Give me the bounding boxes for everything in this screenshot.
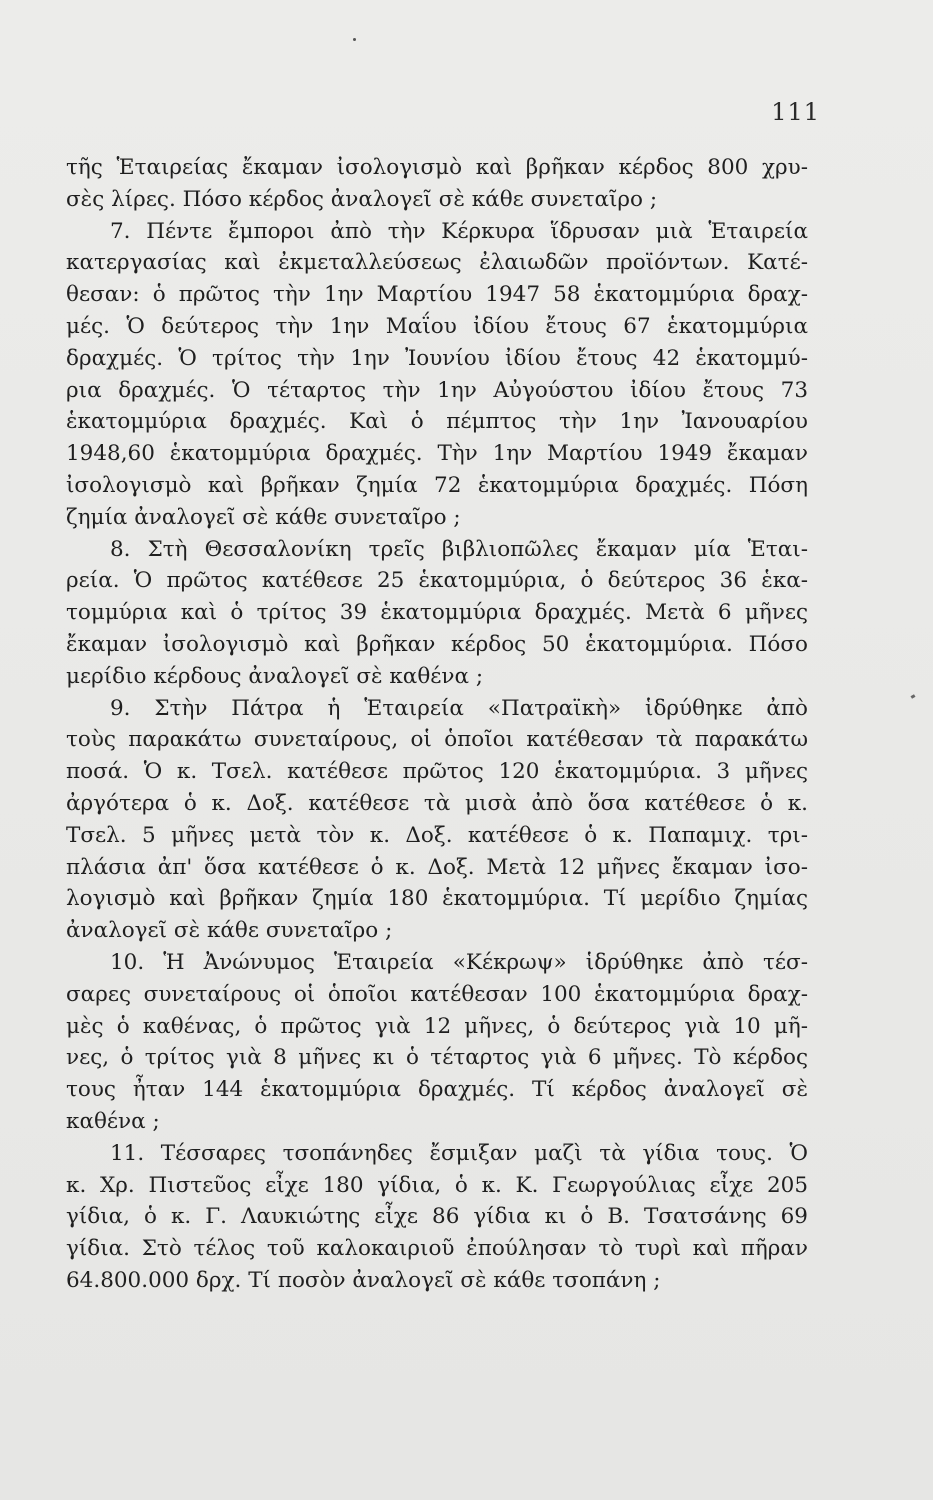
text-line: 64.800.000 δρχ. Τί ποσὸν ἀναλογεῖ σὲ κάθε τσοπάνη ; [66, 1267, 661, 1293]
text-line: 7. Πέντε ἔμποροι ἀπὸ τὴν Κέρκυρα ἵδρυσαν μιὰ Ἑταιρεία [110, 218, 808, 244]
text-line: τους ἦταν 144 ἑκατομμύρια δραχμές. Τί κέρδος ἀναλογεῖ σὲ [66, 1077, 808, 1103]
text-line: τομμύρια καὶ ὁ τρίτος 39 ἑκατομμύρια δραχμές. Μετὰ 6 μῆνες [66, 600, 808, 626]
text-line: δραχμές. Ὁ τρίτος τὴν 1ην Ἰουνίου ἰδίου ἔτους 42 ἑκατομμύ- [66, 345, 808, 371]
text-line: 9. Στὴν Πάτρα ἡ Ἑταιρεία «Πατραϊκὴ» ἱδρύθηκε ἀπὸ [110, 695, 808, 721]
text-line: πλάσια ἀπ' ὅσα κατέθεσε ὁ κ. Δοξ. Μετὰ 12 μῆνες ἔκαμαν ἰσο- [66, 854, 808, 880]
text-line: γίδια. Στὸ τέλος τοῦ καλοκαιριοῦ ἐπούλησαν τὸ τυρὶ καὶ πῆραν [66, 1236, 808, 1262]
text-line: τοὺς παρακάτω συνεταίρους, οἱ ὁποῖοι κατέθεσαν τὰ παρακάτω [66, 727, 808, 753]
text-line: ἰσολογισμὸ καὶ βρῆκαν ζημία 72 ἑκατομμύρια δραχμές. Πόση [66, 472, 808, 498]
text-line: ρεία. Ὁ πρῶτος κατέθεσε 25 ἑκατομμύρια, ὁ δεύτερος 36 ἑκα- [66, 568, 808, 594]
text-line: γίδια, ὁ κ. Γ. Λαυκιώτης εἶχε 86 γίδια κι ὁ Β. Τσατσάνης 69 [66, 1204, 808, 1230]
text-line: θεσαν: ὁ πρῶτος τὴν 1ην Μαρτίου 1947 58 ἑκατομμύρια δραχ- [66, 282, 808, 308]
text-line: λογισμὸ καὶ βρῆκαν ζημία 180 ἑκατομμύρια. Τί μερίδιο ζημίας [66, 886, 808, 912]
text-line: μές. Ὁ δεύτερος τὴν 1ην Μαΐου ἰδίου ἔτους 67 ἑκατομμύρια [66, 313, 808, 339]
margin-mark [911, 694, 916, 699]
text-line: μερίδιο κέρδους ἀναλογεῖ σὲ καθένα ; [66, 663, 484, 689]
text-line: ζημία ἀναλογεῖ σὲ κάθε συνεταῖρο ; [66, 504, 461, 530]
text-line: ἑκατομμύρια δραχμές. Καὶ ὁ πέμπτος τὴν 1ην Ἰανουαρίου [66, 409, 808, 435]
text-line: ποσά. Ὁ κ. Τσελ. κατέθεσε πρῶτος 120 ἑκατομμύρια. 3 μῆνες [66, 759, 808, 785]
text-line: τῆς Ἑταιρείας ἔκαμαν ἰσολογισμὸ καὶ βρῆκαν κέρδος 800 χρυ- [66, 155, 808, 180]
text-line: 11. Τέσσαρες τσοπάνηδες ἔσμιξαν μαζὶ τὰ γίδια τους. Ὁ [110, 1140, 808, 1166]
text-line: 1948,60 ἑκατομμύρια δραχμές. Τὴν 1ην Μαρτίου 1949 ἔκαμαν [66, 441, 808, 467]
text-line: 10. Ἡ Ἀνώνυμος Ἑταιρεία «Κέκρωψ» ἱδρύθηκε ἀπὸ τέσ- [110, 949, 808, 975]
body-text [66, 152, 808, 1297]
text-line: σαρες συνεταίρους οἱ ὁποῖοι κατέθεσαν 100 ἑκατομμύρια δραχ- [66, 981, 808, 1007]
text-line: κατεργασίας καὶ ἐκμεταλλεύσεως ἐλαιωδῶν προϊόντων. Κατέ- [66, 250, 808, 276]
text-line: ρια δραχμές. Ὁ τέταρτος τὴν 1ην Αὐγούστου ἰδίου ἔτους 73 [66, 377, 808, 403]
text-line: ἔκαμαν ἰσολογισμὸ καὶ βρῆκαν κέρδος 50 ἑκατομμύρια. Πόσο [66, 631, 808, 657]
ink-speck [353, 38, 356, 41]
text-line: ἀναλογεῖ σὲ κάθε συνεταῖρο ; [66, 918, 393, 944]
text-line: κ. Χρ. Πιστεῦος εἶχε 180 γίδια, ὁ κ. Κ. Γεωργούλιας εἶχε 205 [66, 1172, 808, 1198]
text-line: μὲς ὁ καθένας, ὁ πρῶτος γιὰ 12 μῆνες, ὁ δεύτερος γιὰ 10 μῆ- [66, 1013, 808, 1039]
text-line: Τσελ. 5 μῆνες μετὰ τὸν κ. Δοξ. κατέθεσε ὁ κ. Παπαμιχ. τρι- [66, 822, 808, 848]
text-line: νες, ὁ τρίτος γιὰ 8 μῆνες κι ὁ τέταρτος γιὰ 6 μῆνες. Τὸ κέρδος [66, 1045, 808, 1071]
text-line: ἀργότερα ὁ κ. Δοξ. κατέθεσε τὰ μισὰ ἀπὸ ὅσα κατέθεσε ὁ κ. [66, 790, 808, 816]
page-number: 111 [771, 98, 820, 126]
text-line: καθένα ; [66, 1108, 160, 1134]
text-line: 8. Στὴ Θεσσαλονίκη τρεῖς βιβλιοπῶλες ἔκαμαν μία Ἑται- [110, 536, 808, 562]
text-line: σὲς λίρες. Πόσο κέρδος ἀναλογεῖ σὲ κάθε συνεταῖρο ; [66, 186, 658, 212]
